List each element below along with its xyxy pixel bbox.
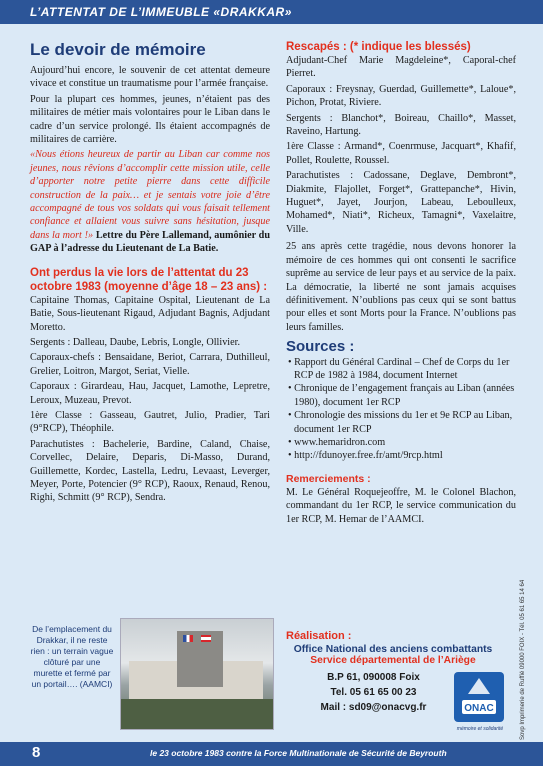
rescapes-line: Adjudant-Chef Marie Magdeleine*, Caporal-chef Pierret. [286,55,516,80]
memorial-photo [120,618,274,730]
source-link[interactable]: • www.hemaridron.com [294,436,516,449]
onac-logo [454,672,504,722]
remerciements-text: M. Le Général Roquejeoffre, M. le Colonel Blachon, commandant du 1er RCP, le service communication du 1er RCP, M. Hemar de l’AAMCI. [286,486,516,525]
perdus-line: Caporaux : Girardeau, Hau, Jacquet, Lamothe, Lepretre, Leroux, Muzeau, Prevot. [30,381,270,406]
memoire-title: Le devoir de mémoire [30,40,206,59]
perdus-line: Caporaux-chefs : Bensaidane, Beriot, Carrara, Duthilleul, Grelier, Loitron, Margot, Seriat, Vielle. [30,352,270,377]
memoire-paragraph-1: Aujourd’hui encore, le souvenir de cet attentat demeure vivace et constitue un traumatisme pour l’armée française. [30,65,270,90]
rescapes-closing: 25 ans après cette tragédie, nous devons honorer la mémoire de ces hommes qui ont consenti le sacrifice suprême au service de leur pays et au service de la paix. La démocratie, la liberté ne sont jamais acquises définitivement. N’oublions pas ceux qui se sont battus pour elles et sont Morts pour la France. N’oublions pas leurs familles. [286,241,516,333]
perdus-line: 1ère Classe : Gasseau, Gautret, Julio, Pradier, Tari (9°RCP), Théophile. [30,409,270,435]
photo-vegetation [121,699,273,729]
memoire-attribution: Lettre du Père Lallemand, aumônier du GAP à l’adresse du Lieutenant de La Batie. [30,229,271,255]
right-column [286,40,516,528]
realisation-email[interactable]: Mail : sd09@onacvg.fr [320,702,427,713]
remerciements-title: Remerciements : [286,472,371,485]
perdus-title: Ont perdus la vie lors de l’attentat du 23 octobre 1983 (moyenne d’âge 18 – 23 ans) : [30,266,268,293]
realisation-service: Service départemental de l’Ariège [310,655,476,666]
memoire-quote-block [30,148,270,255]
logo-tagline: mémoire et solidarité [456,726,504,732]
rescapes-line: Caporaux : Freysnay, Guerdad, Guillemette*, Laloue*, Pichon, Protat, Riviere. [286,83,516,109]
realisation-contact [286,670,461,715]
perdus-line: Capitaine Thomas, Capitaine Ospital, Lieutenant de La Batie, Sous-lieutenant Rigaud, Adjudant Bagnis, Adjudant Moretto. [30,294,270,333]
realisation-phone: Tel. 05 61 65 00 23 [330,687,417,698]
lebanese-flag-icon [201,635,211,642]
source-link[interactable]: • http://fdunoyer.free.fr/amt/9rcp.html [294,449,516,462]
source-item: • Chronologie des missions du 1er et 9e RCP au Liban, document 1er RCP [294,409,516,436]
realisation-address: B.P 61, 090008 Foix [327,672,420,683]
page-number: 8 [32,744,41,761]
rescapes-line: 1ère Classe : Armand*, Coenrmuse, Jacquart*, Khafif, Pollet, Roulette, Roussel. [286,141,516,166]
source-item: • Rapport du Général Cardinal – Chef de Corps du 1er RCP de 1982 à 1984, document Internet [294,356,516,383]
memoire-paragraph-2: Pour la plupart ces hommes, jeunes, n’étaient pas des militaires de métier mais volontaires pour le Liban dans le cadre d’un service prolongé. Ils étaient accompagnés de militaires de carrière. [30,93,270,146]
perdus-line: Parachutistes : Bachelerie, Bardine, Caland, Chaise, Corvellec, Delaire, Deparis, Di-Masso, Durand, Guillemette, Kordec, Lastella, Ledru, Levaast, Leverger, Meyer, Porte, Potencier (9° RCP), Raoux, Renaud, Renou, Righi, Schmitt (9° RCP), Sendra. [30,438,270,504]
sources-title: Sources : [286,338,355,356]
footer-text: le 23 octobre 1983 contre la Force Multinationale de Sécurité de Beyrouth [150,748,447,758]
source-item: • Chronique de l’engagement français au Liban (années 1980), document 1er RCP [294,382,516,409]
memoire-quote: «Nous étions heureux de partir au Liban car comme nos jeunes, nous rêvions d’accomplir cette mission utile, celle d’apporter notre petite pierre dans cette difficile construction de la paix… et je sentais votre joie d’être accompagné de tous vos soldats qui vous faisait tellement confiance et allaient vous suivre sans hésitation, jusque dans la mort !» [30,149,270,241]
rescapes-line: Parachutistes : Cadossane, Deglave, Dembront*, Diakmite, Flajollet, Forget*, Grattepanche*, Hivin, Huguet*, Jayet, Jourjon, Labeau, Leboulleux, Mohamed*, Niati*, Richeux, Tamagni*, Vaxelaitre, Ville. [286,170,516,235]
imprint-text: Sovp Imprimerie de Ruffié 09000 FOIX - Tél. 05 61 65 14 64 [520,579,526,740]
realisation-org: Office National des anciens combattants [293,644,493,655]
french-flag-icon [183,635,193,642]
rescapes-line: Sergents : Blanchot*, Boireau, Chaillo*, Masset, Raveino, Hartung. [286,112,516,138]
photo-caption: De l’emplacement du Drakkar, il ne reste rien : un terrain vague clôturé par une murette et fermé par un portail…. (AAMCI) [30,624,114,689]
perdus-line: Sergents : Dalleau, Daube, Lebris, Longle, Ollivier. [30,336,241,348]
page-footer [0,742,543,766]
page-header: L’ATTENTAT DE L’IMMEUBLE «DRAKKAR» [0,0,543,24]
realisation-title: Réalisation : [286,630,352,642]
sources-list [286,356,516,463]
logo-text: ONAC [464,703,494,714]
left-column [30,40,270,507]
rescapes-title: Rescapés : (* indique les blessés) [286,41,471,53]
